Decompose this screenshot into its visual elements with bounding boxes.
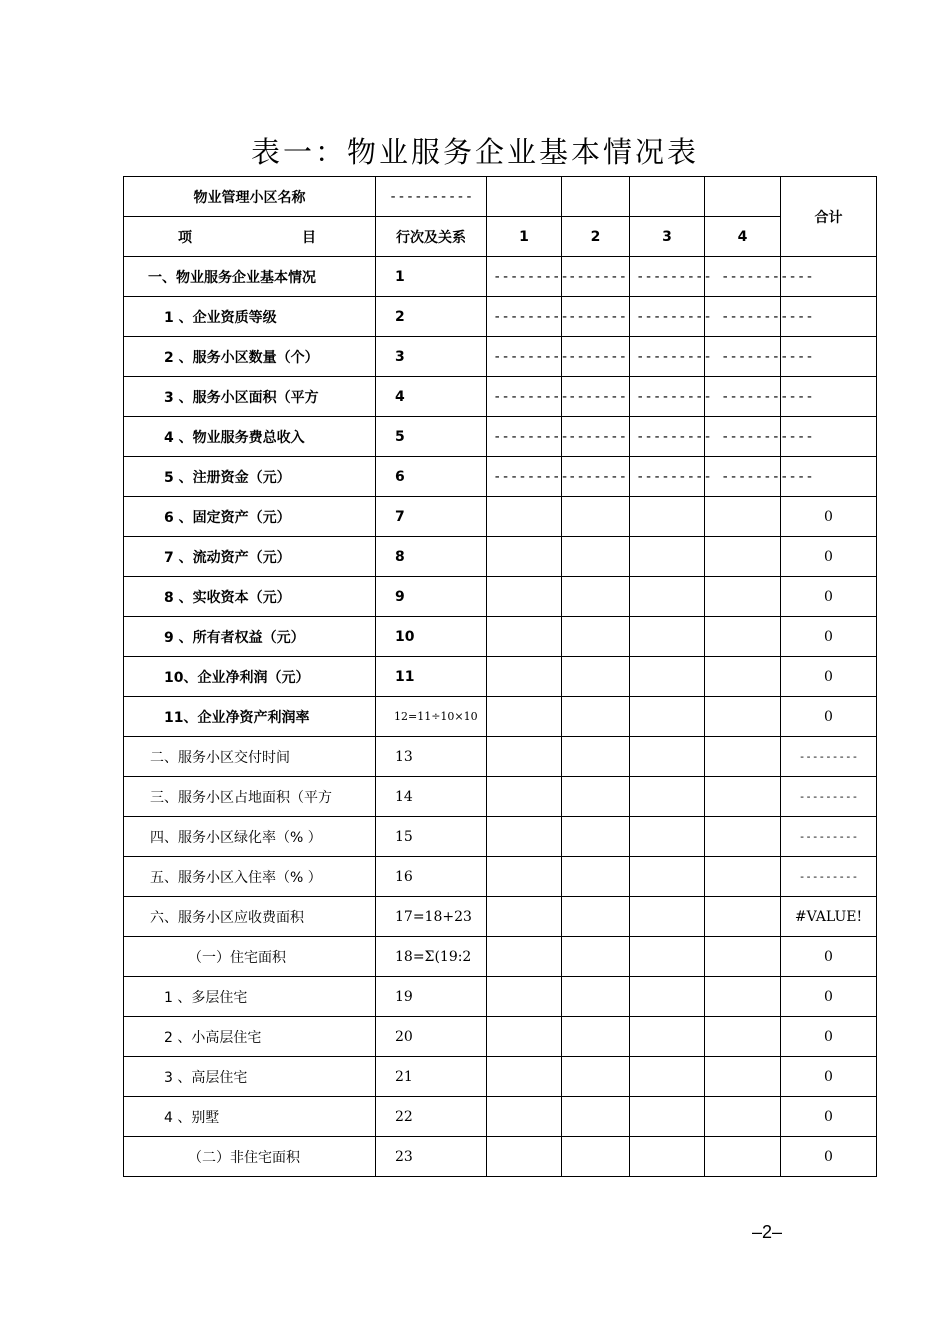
- row-col-4: -----------: [705, 337, 781, 377]
- community-col-1: [487, 177, 562, 217]
- row-col-3: [630, 577, 705, 617]
- table-row: [124, 377, 877, 417]
- col-header-3: 3: [630, 217, 705, 257]
- table-row: [124, 1057, 877, 1097]
- table-row: [124, 617, 877, 657]
- table-row: [124, 737, 877, 777]
- row-col-2: [562, 497, 630, 537]
- row-col-4: [705, 537, 781, 577]
- page-number: –2–: [752, 1222, 783, 1242]
- item-header: [124, 217, 376, 257]
- table-row: [124, 817, 877, 857]
- table-row: [124, 697, 877, 737]
- row-col-1: [487, 577, 562, 617]
- ref-header: 行次及关系: [376, 217, 487, 257]
- row-col-3: [630, 1017, 705, 1057]
- row-col-4: -----------: [705, 457, 781, 497]
- row-ref: 13: [376, 737, 487, 777]
- row-col-3: ---------: [630, 417, 705, 457]
- row-col-1: [487, 817, 562, 857]
- row-total: ---------: [781, 737, 877, 777]
- row-total: 0: [781, 657, 877, 697]
- row-item-label: 三、服务小区占地面积（平方: [124, 777, 376, 817]
- total-header: 合计: [781, 177, 877, 257]
- row-col-2: -------: [562, 337, 630, 377]
- table-row: [124, 897, 877, 937]
- row-total: 0: [781, 1017, 877, 1057]
- row-item-label: 3 、高层住宅: [124, 1057, 376, 1097]
- header-row-community: [124, 177, 877, 217]
- table-row: [124, 857, 877, 897]
- row-ref: 22: [376, 1097, 487, 1137]
- row-item-label: 2 、服务小区数量（个）: [124, 337, 376, 377]
- row-total: 0: [781, 697, 877, 737]
- row-ref: 5: [376, 417, 487, 457]
- row-total: 0: [781, 1097, 877, 1137]
- row-item-label: 6 、固定资产（元）: [124, 497, 376, 537]
- table-row: [124, 937, 877, 977]
- row-total: 0: [781, 497, 877, 537]
- row-col-2: [562, 777, 630, 817]
- row-ref: 19: [376, 977, 487, 1017]
- row-item-label: 11、企业净资产利润率: [124, 697, 376, 737]
- row-col-2: [562, 657, 630, 697]
- row-col-2: [562, 977, 630, 1017]
- row-col-4: [705, 617, 781, 657]
- row-item-label: 二、服务小区交付时间: [124, 737, 376, 777]
- row-col-4: [705, 857, 781, 897]
- row-item-label: 10、企业净利润（元）: [124, 657, 376, 697]
- row-col-4: [705, 1097, 781, 1137]
- row-col-4: [705, 737, 781, 777]
- row-col-3: [630, 737, 705, 777]
- row-col-2: [562, 1097, 630, 1137]
- row-item-label: 3 、服务小区面积（平方: [124, 377, 376, 417]
- row-col-4: [705, 497, 781, 537]
- row-col-1: ---------: [487, 457, 562, 497]
- row-col-1: [487, 1137, 562, 1177]
- table-row: [124, 977, 877, 1017]
- table-row: [124, 1017, 877, 1057]
- row-ref: 3: [376, 337, 487, 377]
- row-col-1: ---------: [487, 417, 562, 457]
- row-ref: 2: [376, 297, 487, 337]
- table-row: [124, 537, 877, 577]
- community-col-2: [562, 177, 630, 217]
- row-col-2: -------: [562, 457, 630, 497]
- row-col-4: [705, 777, 781, 817]
- row-col-4: [705, 817, 781, 857]
- row-col-1: [487, 777, 562, 817]
- row-col-2: -------: [562, 297, 630, 337]
- row-col-2: -------: [562, 417, 630, 457]
- row-col-4: -----------: [705, 297, 781, 337]
- row-total: 0: [781, 977, 877, 1017]
- row-ref: 16: [376, 857, 487, 897]
- row-col-2: [562, 1137, 630, 1177]
- row-item-label: 1 、企业资质等级: [124, 297, 376, 337]
- row-item-label: 五、服务小区入住率（% ）: [124, 857, 376, 897]
- row-col-4: [705, 657, 781, 697]
- row-col-3: [630, 817, 705, 857]
- row-col-1: [487, 737, 562, 777]
- row-col-3: [630, 537, 705, 577]
- community-name-label: 物业管理小区名称: [124, 177, 376, 217]
- row-ref: 1: [376, 257, 487, 297]
- row-col-3: ---------: [630, 257, 705, 297]
- table-row: [124, 337, 877, 377]
- table-row: [124, 257, 877, 297]
- row-col-3: [630, 1097, 705, 1137]
- community-name-value: ----------: [376, 177, 487, 217]
- table-row: [124, 417, 877, 457]
- row-col-3: ---------: [630, 377, 705, 417]
- row-col-1: [487, 617, 562, 657]
- row-ref: 14: [376, 777, 487, 817]
- row-ref: 8: [376, 537, 487, 577]
- row-col-1: [487, 657, 562, 697]
- row-col-3: ---------: [630, 337, 705, 377]
- row-col-3: [630, 617, 705, 657]
- row-col-4: -----------: [705, 377, 781, 417]
- row-ref: 18=Σ(19:2: [376, 937, 487, 977]
- row-item-label: 5 、注册资金（元）: [124, 457, 376, 497]
- row-item-label: 4 、物业服务费总收入: [124, 417, 376, 457]
- row-ref: 20: [376, 1017, 487, 1057]
- row-col-2: [562, 897, 630, 937]
- item-header-left: 项: [178, 229, 192, 246]
- row-item-label: （一）住宅面积: [124, 937, 376, 977]
- row-col-1: [487, 857, 562, 897]
- row-item-label: 7 、流动资产（元）: [124, 537, 376, 577]
- row-total: ---------: [781, 777, 877, 817]
- row-col-2: [562, 817, 630, 857]
- row-item-label: 2 、小高层住宅: [124, 1017, 376, 1057]
- row-col-3: [630, 657, 705, 697]
- row-col-1: ---------: [487, 297, 562, 337]
- row-col-3: [630, 1057, 705, 1097]
- row-col-1: [487, 937, 562, 977]
- col-header-4: 4: [705, 217, 781, 257]
- header-row-columns: [124, 217, 877, 257]
- row-ref: 10: [376, 617, 487, 657]
- row-col-1: [487, 897, 562, 937]
- row-total: 0: [781, 1057, 877, 1097]
- row-col-2: [562, 617, 630, 657]
- table-row: [124, 297, 877, 337]
- row-item-label: 四、服务小区绿化率（% ）: [124, 817, 376, 857]
- row-total: 0: [781, 617, 877, 657]
- row-ref: 21: [376, 1057, 487, 1097]
- row-item-label: 8 、实收资本（元）: [124, 577, 376, 617]
- row-col-4: [705, 577, 781, 617]
- row-ref: 23: [376, 1137, 487, 1177]
- row-col-1: [487, 1057, 562, 1097]
- row-col-3: [630, 897, 705, 937]
- row-col-4: [705, 937, 781, 977]
- enterprise-info-table: [123, 176, 877, 1177]
- row-ref: 17=18+23: [376, 897, 487, 937]
- row-total: ---------: [781, 857, 877, 897]
- row-col-2: [562, 537, 630, 577]
- row-col-1: [487, 697, 562, 737]
- row-col-3: [630, 497, 705, 537]
- row-total: 0: [781, 937, 877, 977]
- row-ref: 4: [376, 377, 487, 417]
- row-col-3: ---------: [630, 297, 705, 337]
- row-col-1: [487, 1097, 562, 1137]
- row-item-label: 一、物业服务企业基本情况: [124, 257, 376, 297]
- row-col-4: [705, 1137, 781, 1177]
- row-col-1: ---------: [487, 337, 562, 377]
- row-col-2: [562, 857, 630, 897]
- table-row: [124, 1097, 877, 1137]
- row-item-label: （二）非住宅面积: [124, 1137, 376, 1177]
- row-col-1: [487, 1017, 562, 1057]
- row-col-2: [562, 1057, 630, 1097]
- item-header-right: 目: [302, 229, 316, 246]
- row-ref: 7: [376, 497, 487, 537]
- row-total: 0: [781, 577, 877, 617]
- row-col-3: ---------: [630, 457, 705, 497]
- row-total: 0: [781, 537, 877, 577]
- row-ref: 9: [376, 577, 487, 617]
- table-row: [124, 1137, 877, 1177]
- row-col-3: [630, 697, 705, 737]
- row-item-label: 1 、多层住宅: [124, 977, 376, 1017]
- table-row: [124, 777, 877, 817]
- row-item-label: 六、服务小区应收费面积: [124, 897, 376, 937]
- row-total: 0: [781, 1137, 877, 1177]
- row-col-4: -----------: [705, 417, 781, 457]
- community-col-4: [705, 177, 781, 217]
- row-col-2: [562, 1017, 630, 1057]
- col-header-1: 1: [487, 217, 562, 257]
- row-ref: 6: [376, 457, 487, 497]
- row-col-4: [705, 977, 781, 1017]
- row-col-2: -------: [562, 377, 630, 417]
- row-total: ---------: [781, 817, 877, 857]
- table-row: [124, 497, 877, 537]
- row-ref: 12=11÷10×10: [376, 697, 487, 737]
- row-ref: 11: [376, 657, 487, 697]
- row-col-3: [630, 1137, 705, 1177]
- row-col-4: [705, 1017, 781, 1057]
- row-col-3: [630, 857, 705, 897]
- row-col-3: [630, 977, 705, 1017]
- page-title: 表一：物业服务企业基本情况表: [250, 135, 699, 169]
- row-item-label: 4 、别墅: [124, 1097, 376, 1137]
- row-col-1: ---------: [487, 377, 562, 417]
- row-col-4: [705, 897, 781, 937]
- row-col-4: [705, 1057, 781, 1097]
- community-col-3: [630, 177, 705, 217]
- row-col-2: -------: [562, 257, 630, 297]
- row-col-4: -----------: [705, 257, 781, 297]
- row-col-2: [562, 937, 630, 977]
- row-col-3: [630, 937, 705, 977]
- row-item-label: 9 、所有者权益（元）: [124, 617, 376, 657]
- col-header-2: 2: [562, 217, 630, 257]
- table-row: [124, 457, 877, 497]
- row-col-1: ---------: [487, 257, 562, 297]
- row-total: #VALUE!: [781, 897, 877, 937]
- row-col-3: [630, 777, 705, 817]
- table-row: [124, 577, 877, 617]
- row-col-2: [562, 737, 630, 777]
- row-col-1: [487, 977, 562, 1017]
- row-col-4: [705, 697, 781, 737]
- row-col-1: [487, 537, 562, 577]
- table-row: [124, 657, 877, 697]
- row-col-2: [562, 577, 630, 617]
- row-col-1: [487, 497, 562, 537]
- row-col-2: [562, 697, 630, 737]
- row-ref: 15: [376, 817, 487, 857]
